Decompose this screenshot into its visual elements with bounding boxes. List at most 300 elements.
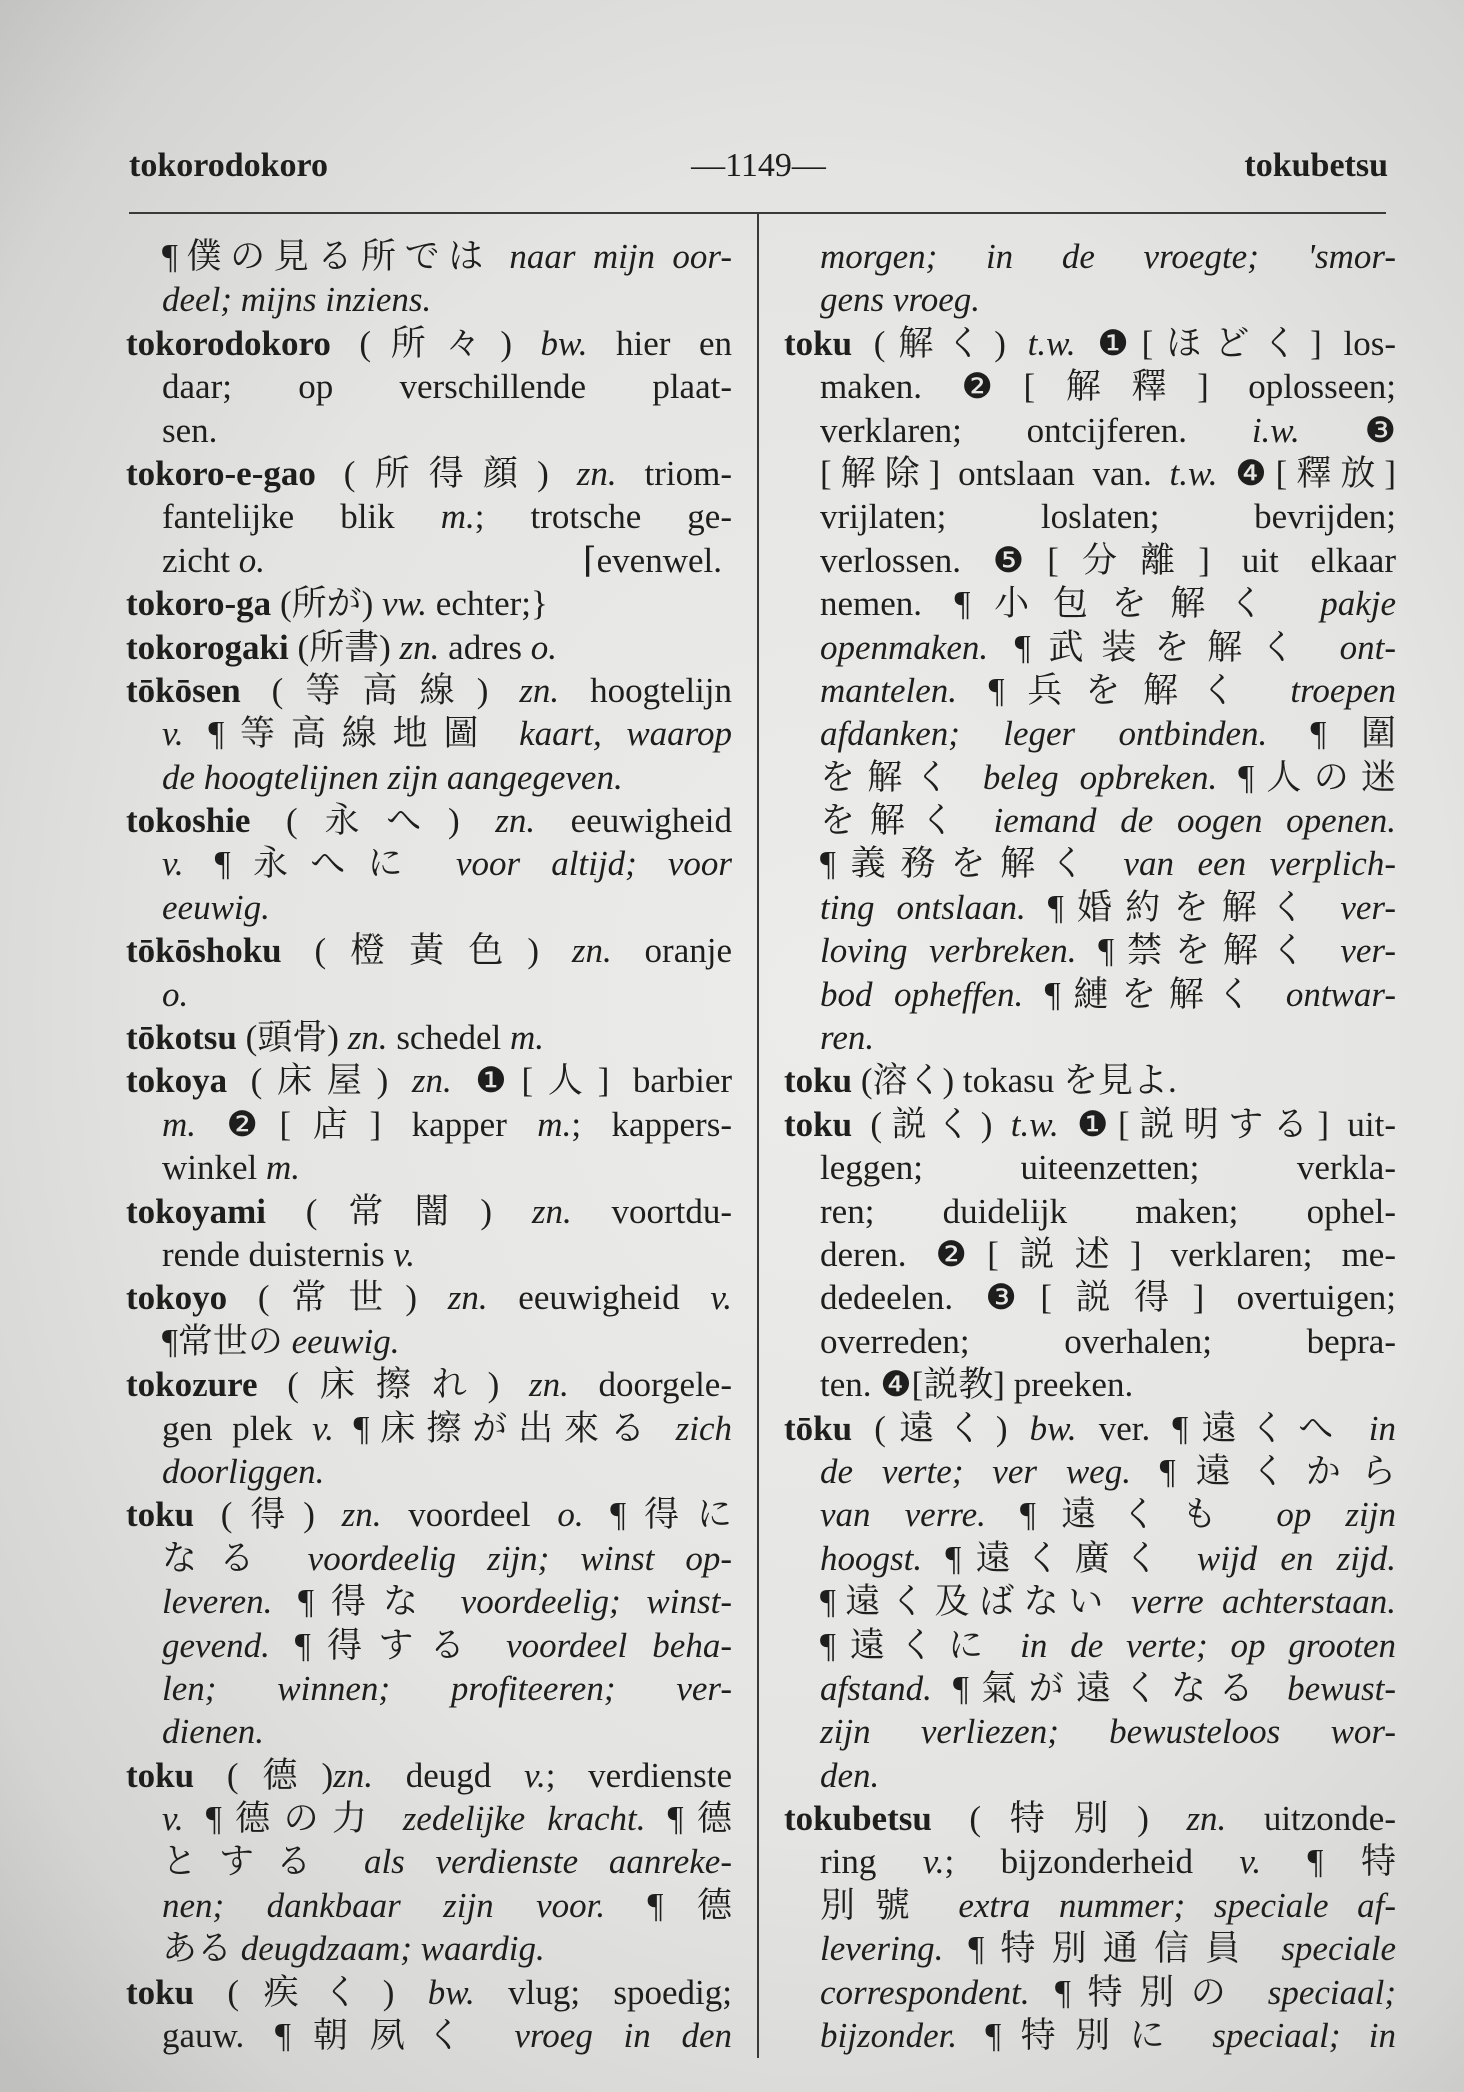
roman-text: ¶德 [645,1799,732,1839]
italic-text: voordeelig zijn; winst op- [307,1538,732,1578]
roman-text: ❷[店] kapper [196,1104,538,1144]
italic-text: ting ontslaan. [820,887,1026,927]
italic-text: de hoogtelijnen zijn aangegeven. [162,757,623,797]
italic-text: bewust- [1287,1668,1396,1708]
header-first-headword: tokorodokoro [129,147,329,184]
italic-text: mantelen. [820,670,958,710]
entry-line [784,1580,1396,1623]
italic-text: in [1368,1408,1396,1448]
entry-line [784,1146,1396,1189]
italic-text: verre achterstaan. [1131,1582,1396,1622]
roman-text: とする [162,1842,364,1882]
roman-text: ¶遠くに [820,1625,1021,1665]
roman-text: eeuwigheid [535,801,732,841]
roman-text: zicht [162,540,239,580]
roman-text: ¶婚約を解く [1025,887,1341,927]
entry-line [784,1407,1396,1450]
entry-line [784,495,1396,538]
roman-text: ¶德の力 [183,1799,403,1839]
italic-text: voor altijd; voor [455,844,732,884]
italic-text: v. [162,1799,184,1839]
page-number: —1149— [691,147,826,184]
italic-text: leveren. [162,1582,273,1622]
roman-text: ; bijzonderheid [944,1842,1240,1882]
dictionary-entry [126,1016,732,1059]
italic-text: pakje [1320,584,1396,624]
headword: tōkōshoku [126,931,282,971]
headword: tokorodokoro [126,323,331,363]
entry-line [784,539,1396,582]
roman-text: を解く [820,757,983,797]
entry-line [784,1667,1396,1710]
italic-text: deugdzaam; waardig. [240,1929,545,1969]
headword: toku [126,1972,195,2012]
entry-line [784,1493,1396,1536]
entry-line [126,1320,732,1363]
entry-line [784,1754,1396,1797]
italic-text: zn. [411,1061,452,1101]
roman-text: 別號 [820,1885,959,1925]
dictionary-entry [784,235,1396,322]
roman-text: ¶特別通信員 [943,1929,1282,1969]
roman-text: voordeel [381,1495,558,1535]
column-divider [757,213,759,2058]
italic-text: ren. [820,1018,875,1058]
entry-line [126,1840,732,1883]
italic-text: op zijn [1276,1495,1396,1535]
entry-line [126,626,732,669]
roman-text: (德) [194,1755,334,1795]
italic-text: v. [162,844,184,884]
italic-text: vw. [382,584,428,624]
roman-text: (常世) [227,1278,448,1318]
roman-text: (疾く) [194,1972,428,2012]
italic-text: t.w. [1169,453,1218,493]
italic-text: m. [537,1104,572,1144]
roman-text: daar; op verschillende plaat- [162,367,732,407]
italic-text: eeuwig. [291,1321,400,1361]
italic-text: zn. [447,1278,488,1318]
italic-text: in de verte; op grooten [1020,1625,1396,1665]
entry-line [784,1840,1396,1883]
entry-line [126,1450,732,1493]
italic-text: afdanken; leger ontbinden. [820,714,1268,754]
headword: tōku [784,1408,853,1448]
dictionary-entry [126,1190,732,1277]
entry-line [126,799,732,842]
italic-text: zn. [495,801,536,841]
dictionary-entry [126,1493,732,1753]
italic-text: zedelijke kracht. [402,1799,646,1839]
roman-text: (所得顔) [315,453,577,493]
entry-line [784,1190,1396,1233]
roman-text: ¶兵を解く [957,670,1291,710]
roman-text: ❶[人] barbier [451,1061,732,1101]
roman-text: fantelijke blik [162,497,441,537]
roman-text: ; verdienste [545,1755,732,1795]
entry-line [784,278,1396,321]
italic-text: correspondent. [820,1972,1030,2012]
headword: tokoyo [126,1278,228,1318]
roman-text: deren. ❷[説述] verklaren; me- [820,1234,1396,1274]
italic-text: troepen [1290,670,1396,710]
headword: toku [784,1104,853,1144]
italic-text: zich [675,1408,732,1448]
italic-text: zn. [341,1495,382,1535]
entry-line [126,1276,732,1319]
entry-line [126,1667,732,1710]
headword: toku [784,1061,853,1101]
entry-line [784,1710,1396,1753]
italic-text: vroeg in den [514,2016,732,2056]
roman-text: adres [439,627,531,667]
roman-text: (床屋) [227,1061,412,1101]
headword: tokoyami [126,1191,266,1231]
italic-text: gens vroeg. [820,280,981,320]
dictionary-entry [126,322,732,452]
entry-line [784,669,1396,712]
entry-line [784,929,1396,972]
roman-text: ❸ [1299,410,1396,450]
italic-text: v. [393,1234,416,1274]
entry-line [126,1971,732,2014]
roman-text: ある [162,1929,241,1969]
italic-text: van verre. [820,1495,986,1535]
entry-line [784,1624,1396,1667]
dictionary-entry [126,582,732,625]
headword: toku [784,323,853,363]
italic-text: i.w. [1251,410,1300,450]
italic-text: openmaken. [820,627,989,667]
entry-line [126,278,732,321]
italic-text: voordeelig; winst- [460,1582,732,1622]
entry-line [126,1190,732,1233]
roman-text: (所書) [288,627,400,667]
entry-line [126,1016,732,1059]
italic-text: v. [922,1842,945,1882]
roman-text: oranje [611,931,732,971]
italic-text: speciale [1281,1929,1396,1969]
entry-line [126,1624,732,1667]
roman-text: triom- [616,453,732,493]
italic-text: levering. [820,1929,944,1969]
italic-text: loving verbreken. [820,931,1077,971]
entry-line [784,322,1396,365]
dictionary-entry [126,626,732,669]
left-column [126,235,732,2057]
dictionary-entry [784,1103,1396,1407]
roman-text: leggen; uiteenzetten; verkla- [820,1148,1396,1188]
roman-text: (得) [194,1495,342,1535]
italic-text: len; winnen; profiteeren; ver- [162,1668,732,1708]
headword: tokoya [126,1061,228,1101]
italic-text: t.w. [1010,1104,1059,1144]
entry-line [784,799,1396,842]
entry-line [126,1059,732,1102]
entry-line [784,1276,1396,1319]
italic-text: eeuwig. [162,887,270,927]
entry-line [126,712,732,755]
roman-text: ver. ¶遠くへ [1076,1408,1369,1448]
entry-line [126,495,732,538]
roman-text: (遠く) [852,1408,1030,1448]
entry-line [126,973,732,1016]
italic-text: zn. [399,627,440,667]
entry-line [784,1059,1396,1102]
roman-text: (所が) [271,584,382,624]
entry-line [126,1754,732,1797]
roman-text: (解く) [852,323,1028,363]
italic-text: ver- [1340,931,1396,971]
roman-text: ¶等高線地圖 [183,714,520,754]
roman-text: ren; duidelijk maken; ophel- [820,1191,1396,1231]
entry-line [126,539,732,582]
italic-text: voordeel beha- [506,1625,732,1665]
roman-text: ¶縺を解く [1023,974,1286,1014]
roman-text: eeuwigheid [487,1278,711,1318]
roman-text: なる [162,1538,308,1578]
italic-text: v. [162,714,184,754]
entry-line [784,1971,1396,2014]
entry-line [126,1407,732,1450]
italic-text: m. [510,1018,545,1058]
entry-line [784,886,1396,929]
italic-text: o. [530,627,558,667]
roman-text: dedeelen. ❸[説得] overtuigen; [820,1278,1396,1318]
roman-text: ❹[釋放] [1217,453,1396,493]
italic-text: v. [1239,1842,1262,1882]
roman-text: deugd [373,1755,525,1795]
italic-text: kaart, waarop [519,714,732,754]
entry-line [126,2014,732,2057]
dictionary-entry [784,1407,1396,1798]
italic-text: bw. [427,1972,475,2012]
entry-line [784,1797,1396,1840]
entry-line [126,1233,732,1276]
roman-text: rende duisternis [162,1234,394,1274]
italic-text: als verdienste aanreke- [363,1842,732,1882]
roman-text: ¶遠くから [1130,1451,1396,1491]
roman-text: echter;} [427,584,548,624]
dictionary-entry [126,799,732,929]
roman-text: maken. ❷[解釋] oplosseen; [820,367,1396,407]
roman-text: verklaren; ontcijferen. [820,410,1252,450]
roman-text: voortdu- [571,1191,732,1231]
roman-text: (特別) [931,1799,1187,1839]
roman-text: doorgele- [568,1365,732,1405]
roman-text: ¶義務を解く [820,844,1124,884]
italic-text: ont- [1339,627,1396,667]
dictionary-entry [126,1971,732,2058]
roman-text: (永へ) [250,801,496,841]
roman-text: (床擦れ) [257,1365,529,1405]
entry-line [784,1450,1396,1493]
dictionary-entry [784,1059,1396,1102]
roman-text: uitzonde- [1226,1799,1396,1839]
roman-text: ¶常世の [162,1321,292,1361]
roman-text: ¶床擦が出來る [333,1408,676,1448]
roman-text: sen. [162,410,218,450]
roman-text: vlug; spoedig; [474,1972,732,2012]
roman-text: hier en [587,323,732,363]
roman-text: (頭骨) [236,1018,348,1058]
dictionary-entry [126,1363,732,1493]
dictionary-entry [126,1754,732,1971]
headword: tokoro-e-gao [126,453,316,493]
italic-text: bw. [1029,1408,1077,1448]
entry-line [784,973,1396,1016]
entry-line [126,756,732,799]
italic-text: hoogst. [820,1538,923,1578]
entry-line [126,842,732,885]
italic-text: iemand de oogen openen. [993,801,1396,841]
italic-text: zn. [576,453,617,493]
roman-text: ¶得に [583,1495,732,1535]
dictionary-entry [126,1276,732,1363]
entry-line [126,452,732,495]
italic-text: zn. [531,1191,572,1231]
entry-line [126,322,732,365]
roman-text: nemen. ¶小包を解く [820,584,1321,624]
italic-text: o. [238,540,266,580]
entry-line [784,1537,1396,1580]
entry-line [126,1146,732,1189]
italic-text: zn. [333,1755,373,1795]
entry-line [784,582,1396,625]
page-header [129,143,1388,189]
entry-line [784,452,1396,495]
entry-line [126,235,732,278]
italic-text: ver- [1340,887,1396,927]
italic-text: speciaal; in [1212,2016,1396,2056]
entry-line [126,1884,732,1927]
italic-text: o. [557,1495,584,1535]
italic-text: dienen. [162,1712,265,1752]
italic-text: extra nummer; speciale af- [958,1885,1396,1925]
entry-line [784,1103,1396,1146]
entry-line [126,669,732,712]
italic-text: m. [162,1104,197,1144]
roman-text: (溶く) tokasu を見よ. [852,1061,1177,1101]
entry-line [784,1927,1396,1970]
roman-text: ¶遠く及ばない [820,1582,1132,1622]
italic-text: v. [710,1278,732,1318]
roman-text: (説く) [852,1104,1011,1144]
entry-line [126,1493,732,1536]
roman-text: ❶[ほどく] los- [1075,323,1396,363]
roman-text: gauw. ¶朝夙く [162,2016,515,2056]
italic-text: zn. [571,931,612,971]
italic-text: zn. [347,1018,388,1058]
entry-line [126,929,732,972]
italic-text: t.w. [1027,323,1076,363]
italic-text: nen; dankbaar zijn voor. [162,1885,606,1925]
headword: tokoshie [126,801,251,841]
roman-text: (橙黃色) [281,931,572,971]
italic-text: m. [266,1148,301,1188]
roman-text: hoogtelijn [559,670,732,710]
entry-line [126,582,732,625]
roman-text: ¶遠くも [985,1495,1277,1535]
roman-text: ¶特別に [957,2016,1213,2056]
roman-text: ten. ❹[説教] preeken. [820,1365,1134,1405]
header-last-headword: tokubetsu [1244,147,1388,184]
italic-text: zn. [528,1365,569,1405]
roman-text: (等高線) [240,670,520,710]
roman-text: ¶氣が遠くなる [931,1668,1288,1708]
entry-line [126,1363,732,1406]
italic-text: o. [162,974,189,1014]
roman-text: ¶永へに [183,844,456,884]
dictionary-entry [126,669,732,799]
headword: tokorogaki [126,627,289,667]
roman-text: ¶特 [1261,1842,1396,1882]
right-column [784,235,1396,2057]
headword: tokoro-ga [126,584,272,624]
italic-text: v. [312,1408,334,1448]
roman-text: ring [820,1842,923,1882]
dictionary-entry [126,452,732,582]
roman-text: [解除] ontslaan van. [820,453,1170,493]
dictionary-entry [784,1797,1396,2057]
headword: toku [126,1495,195,1535]
entry-line [784,842,1396,885]
italic-text: den. [820,1755,880,1795]
italic-text: wijd en zijd. [1196,1538,1396,1578]
entry-line [784,1320,1396,1363]
entry-line [784,1363,1396,1406]
italic-text: bw. [540,323,588,363]
italic-text: zijn verliezen; bewusteloos wor- [820,1712,1396,1752]
italic-text: zn. [519,670,560,710]
entry-line [784,235,1396,278]
entry-line [784,626,1396,669]
italic-text: m. [440,497,475,537]
entry-line [126,1580,732,1623]
roman-text: (常闇) [266,1191,532,1231]
roman-text: ¶得な [272,1582,461,1622]
italic-text: bijzonder. [820,2016,958,2056]
entry-line [784,1884,1396,1927]
roman-text: ¶武装を解く [988,627,1340,667]
italic-text: naar mijn oor- [509,237,732,276]
headword: tokubetsu [784,1799,932,1839]
headword: tokozure [126,1365,258,1405]
entry-line [126,886,732,929]
roman-text: schedel [387,1018,511,1058]
italic-text: zn. [1186,1799,1227,1839]
italic-text: afstand. [820,1668,932,1708]
roman-text: gen plek [162,1408,313,1448]
entry-line [126,365,732,408]
roman-text: vrijlaten; loslaten; bevrijden; [820,497,1396,537]
italic-text: ontwar- [1285,974,1396,1014]
entry-line [784,712,1396,755]
entry-line [126,1710,732,1753]
dictionary-entry [126,929,732,1016]
italic-text: gevend. [162,1625,270,1665]
entry-line [126,409,732,452]
entry-line [126,1537,732,1580]
entry-line [126,1797,732,1840]
roman-text: ¶得する [269,1625,507,1665]
italic-text: v. [524,1755,546,1795]
italic-text: deel; mijns inziens. [162,280,432,320]
italic-text: van een verplich- [1123,844,1396,884]
headword: tōkōsen [126,670,241,710]
entry-line [784,365,1396,408]
italic-text: beleg opbreken. [982,757,1218,797]
